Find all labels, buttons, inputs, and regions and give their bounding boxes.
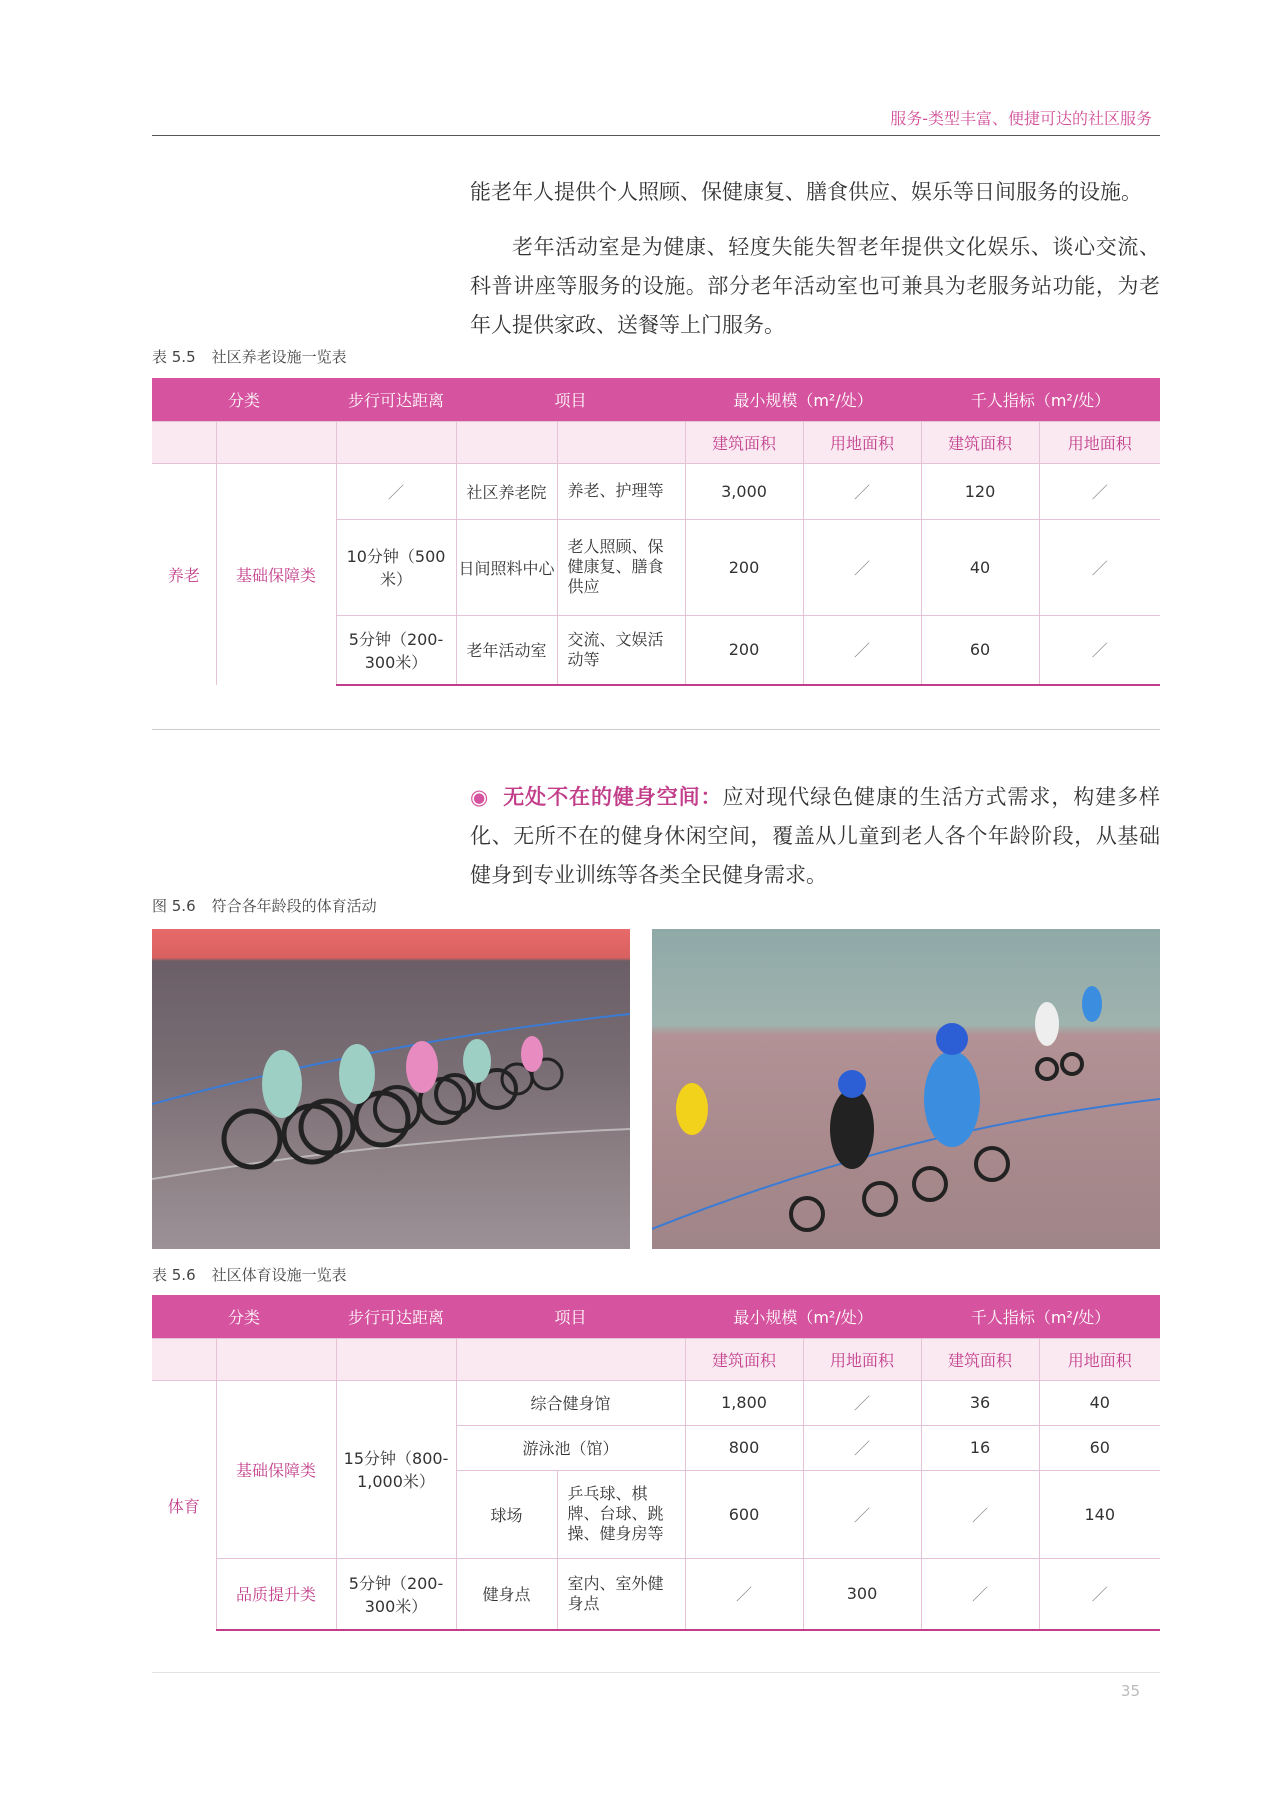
distance-cell: 15分钟（800-1,000米）: [336, 1380, 456, 1558]
item-name-cell: 综合健身馆: [456, 1380, 685, 1425]
min-build-cell: 1,800: [685, 1380, 803, 1425]
min-land-cell: ／: [803, 615, 921, 685]
header-per-thousand: 千人指标（m²/处）: [921, 378, 1160, 421]
item-name-cell: 游泳池（馆）: [456, 1425, 685, 1470]
min-land-cell: 300: [803, 1558, 921, 1630]
item-content-cell: 养老、护理等: [557, 463, 685, 519]
min-build-cell: 800: [685, 1425, 803, 1470]
k-build-cell: ／: [921, 1470, 1039, 1558]
header-item: 项目: [456, 1295, 685, 1338]
subheader-empty: [557, 421, 685, 463]
item-content-cell: 交流、文娱活动等: [557, 615, 685, 685]
fitness-space-text: 应对现代绿色健康的生活方式需求，构建多样化、无所不在的健身休闲空间，覆盖从儿童到老人各个年龄阶段，从基础健身到专业训练等各类全民健身需求。: [470, 785, 1161, 887]
min-land-cell: ／: [803, 1380, 921, 1425]
k-land-cell: 140: [1039, 1470, 1160, 1558]
header-category: 分类: [152, 1295, 336, 1338]
subheader-empty: [336, 1338, 456, 1380]
min-land-cell: ／: [803, 1470, 921, 1558]
subcategory-cell: 基础保障类: [216, 1380, 336, 1558]
k-land-cell: ／: [1039, 519, 1160, 615]
distance-cell: 5分钟（200-300米）: [336, 1558, 456, 1630]
header-category: 分类: [152, 378, 336, 421]
subheader-build-area: 建筑面积: [685, 1338, 803, 1380]
fitness-space-paragraph: [470, 778, 1160, 895]
distance-cell: 5分钟（200-300米）: [336, 615, 456, 685]
subheader-land-area: 用地面积: [1039, 1338, 1160, 1380]
header-distance: 步行可达距离: [336, 1295, 456, 1338]
subheader-empty: [216, 1338, 336, 1380]
section-divider: [152, 729, 1160, 730]
distance-cell: ／: [336, 463, 456, 519]
item-name-cell: 社区养老院: [456, 463, 557, 519]
k-build-cell: 40: [921, 519, 1039, 615]
min-land-cell: ／: [803, 1425, 921, 1470]
item-name-cell: 球场: [456, 1470, 557, 1558]
subcategory-cell: 基础保障类: [216, 463, 336, 685]
k-build-cell: 36: [921, 1380, 1039, 1425]
header-rule: [152, 135, 1160, 136]
k-land-cell: ／: [1039, 615, 1160, 685]
table-5-6-caption: [152, 1264, 347, 1285]
k-land-cell: 60: [1039, 1425, 1160, 1470]
footer-divider: [152, 1672, 1160, 1673]
kids-balance-bike-illustration: [652, 929, 1160, 1249]
category-cell: 养老: [152, 463, 216, 685]
caption-number: 表 5.5: [152, 348, 196, 366]
min-build-cell: 200: [685, 519, 803, 615]
subheader-land-area: 用地面积: [1039, 421, 1160, 463]
cycling-track-photo: [152, 929, 630, 1249]
k-land-cell: ／: [1039, 463, 1160, 519]
header-distance: 步行可达距离: [336, 378, 456, 421]
table-row: [152, 463, 1160, 519]
paragraph-2: 老年活动室是为健康、轻度失能失智老年提供文化娱乐、谈心交流、科普讲座等服务的设施。部分老年活动室也可兼具为老服务站功能，为老年人提供家政、送餐等上门服务。: [470, 235, 1160, 337]
k-land-cell: ／: [1039, 1558, 1160, 1630]
k-build-cell: 120: [921, 463, 1039, 519]
k-build-cell: 16: [921, 1425, 1039, 1470]
subheader-empty: [152, 1338, 216, 1380]
min-land-cell: ／: [803, 463, 921, 519]
caption-text: 社区养老设施一览表: [211, 348, 347, 366]
min-build-cell: 200: [685, 615, 803, 685]
subheader-empty: [152, 421, 216, 463]
k-build-cell: ／: [921, 1558, 1039, 1630]
table-row: [152, 1558, 1160, 1630]
page-number: 35: [1120, 1682, 1140, 1700]
target-bullet-icon: ◉: [470, 785, 490, 809]
subheader-empty: [456, 1338, 685, 1380]
subcategory-cell: 品质提升类: [216, 1558, 336, 1630]
header-min-scale: 最小规模（m²/处）: [685, 378, 921, 421]
item-content-cell: 乒乓球、棋牌、台球、跳操、健身房等: [557, 1470, 685, 1558]
sports-facility-table: [152, 1295, 1160, 1631]
subheader-empty: [336, 421, 456, 463]
min-land-cell: ／: [803, 519, 921, 615]
cycling-track-illustration: [152, 929, 630, 1249]
category-cell: 体育: [152, 1380, 216, 1630]
k-build-cell: 60: [921, 615, 1039, 685]
header-title: 服务-类型丰富、便捷可达的社区服务: [890, 109, 1152, 128]
header-min-scale: 最小规模（m²/处）: [685, 1295, 921, 1338]
caption-number: 表 5.6: [152, 1266, 196, 1284]
item-content-cell: 老人照顾、保健康复、膳食供应: [557, 519, 685, 615]
elderly-care-table: [152, 378, 1160, 686]
caption-text: 符合各年龄段的体育活动: [211, 897, 377, 915]
subheader-build-area: 建筑面积: [921, 1338, 1039, 1380]
item-name-cell: 日间照料中心: [456, 519, 557, 615]
subheader-empty: [456, 421, 557, 463]
figure-5-6-caption: [152, 895, 377, 916]
subheader-land-area: 用地面积: [803, 421, 921, 463]
min-build-cell: ／: [685, 1558, 803, 1630]
item-content-cell: 室内、室外健身点: [557, 1558, 685, 1630]
caption-number: 图 5.6: [152, 897, 196, 915]
subheader-land-area: 用地面积: [803, 1338, 921, 1380]
item-name-cell: 老年活动室: [456, 615, 557, 685]
subheader-build-area: 建筑面积: [685, 421, 803, 463]
paragraph-1: 能老年人提供个人照顾、保健康复、膳食供应、娱乐等日间服务的设施。: [470, 180, 1142, 204]
table-5-5-caption: [152, 346, 347, 367]
table-row: [152, 1380, 1160, 1425]
caption-text: 社区体育设施一览表: [211, 1266, 347, 1284]
header-per-thousand: 千人指标（m²/处）: [921, 1295, 1160, 1338]
k-land-cell: 40: [1039, 1380, 1160, 1425]
min-build-cell: 3,000: [685, 463, 803, 519]
header-item: 项目: [456, 378, 685, 421]
kids-balance-bike-photo: [652, 929, 1160, 1249]
min-build-cell: 600: [685, 1470, 803, 1558]
distance-cell: 10分钟（500米）: [336, 519, 456, 615]
subheader-build-area: 建筑面积: [921, 421, 1039, 463]
item-name-cell: 健身点: [456, 1558, 557, 1630]
fitness-space-title: 无处不在的健身空间：: [503, 785, 723, 809]
subheader-empty: [216, 421, 336, 463]
